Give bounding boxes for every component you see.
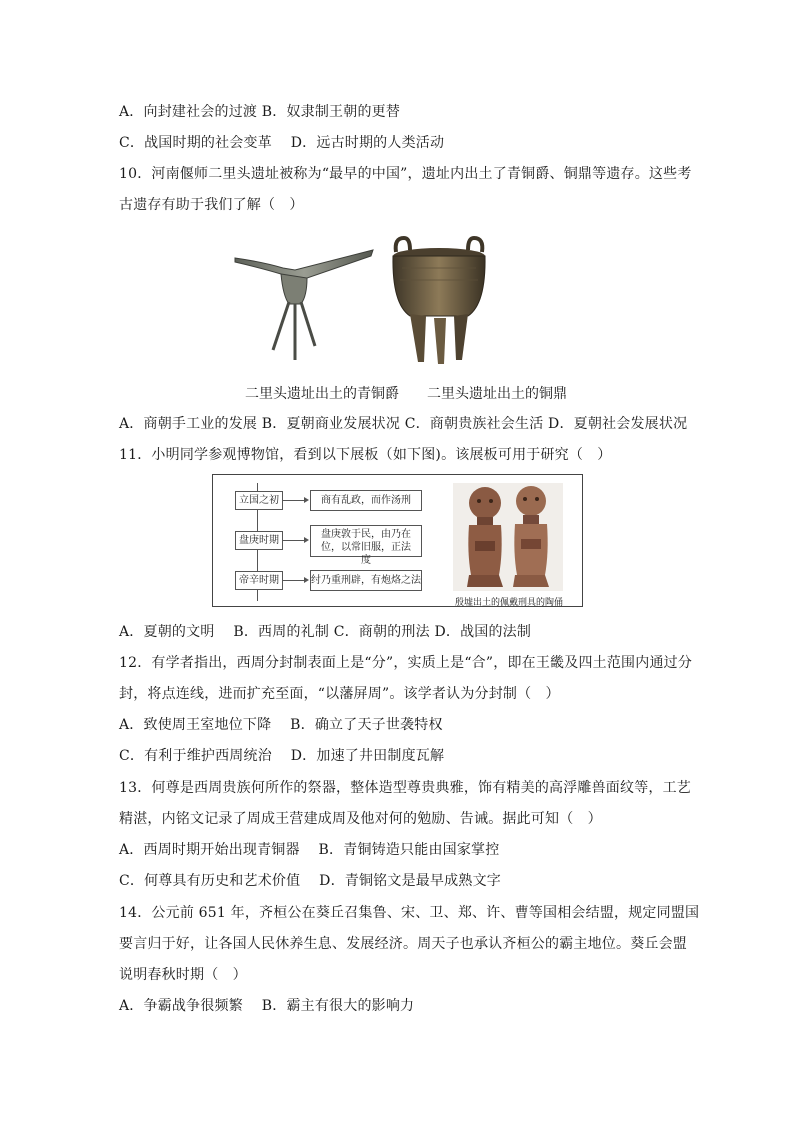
bronze-jue-image xyxy=(233,238,375,362)
ding-caption: 二里头遗址出土的铜鼎 xyxy=(427,386,567,402)
museum-display-board xyxy=(212,474,583,607)
q12-stem-line1: 12．有学者指出，西周分封制表面上是“分”，实质上是“合”，即在王畿及四土范围内通过分 xyxy=(119,655,693,671)
q10-stem-line2: 古遗存有助于我们了解（ ） xyxy=(119,197,304,213)
event-box-dixin: 纣乃重刑辟，有炮烙之法 xyxy=(310,570,422,591)
q14-options-ab: A．争霸战争很频繁 B．霸主有很大的影响力 xyxy=(119,998,415,1014)
q13-stem-line1: 13．何尊是西周贵族何所作的祭器，整体造型尊贵典雅，饰有精美的高浮雕兽面纹等，工艺 xyxy=(119,780,692,796)
q9-options-cd: C．战国时期的社会变革 D．远古时期的人类活动 xyxy=(119,135,445,151)
figurines-caption: 殷墟出土的佩戴刑具的陶俑 xyxy=(455,598,564,608)
connector-line xyxy=(283,540,305,541)
q12-stem-line2: 封，将点连线，进而扩充至面，“以藩屏周”。该学者认为分封制（ ） xyxy=(119,686,560,702)
q9-options-ab: A．向封建社会的过渡 B．奴隶制王朝的更替 xyxy=(119,104,401,120)
bronze-ding-image xyxy=(388,234,490,366)
jue-caption: 二里头遗址出土的青铜爵 xyxy=(245,386,399,402)
q10-options: A．商朝手工业的发展 B．夏朝商业发展状况 C．商朝贵族社会生活 D．夏朝社会发展状况 xyxy=(119,416,688,432)
q10-stem-line1: 10．河南偃师二里头遗址被称为“最早的中国”，遗址内出土了青铜爵、铜鼎等遗存。这些考 xyxy=(119,166,692,182)
q13-options-cd: C．何尊具有历史和艺术价值 D．青铜铭文是最早成熟文字 xyxy=(119,873,501,889)
q13-stem-line2: 精湛，内铭文记录了周成王营建成周及他对何的勉励、告诫。据此可知（ ） xyxy=(119,811,602,827)
event-box-founding: 商有乱政，而作汤刑 xyxy=(310,490,422,511)
stage-box-dixin: 帝辛时期 xyxy=(235,571,283,590)
stage-box-pangeng: 盘庚时期 xyxy=(235,531,283,550)
connector-line xyxy=(283,500,305,501)
q14-stem-line2: 要言归于好，让各国人民休养生息、发展经济。周天子也承认齐桓公的霸主地位。葵丘会盟 xyxy=(119,936,687,952)
q14-stem-line1: 14．公元前 651 年，齐桓公在葵丘召集鲁、宋、卫、郑、许、曹等国相会结盟，规定同盟国 xyxy=(119,905,700,921)
q13-options-ab: A．西周时期开始出现青铜器 B．青铜铸造只能由国家掌控 xyxy=(119,842,500,858)
arrow-icon xyxy=(304,537,309,543)
q12-options-ab: A．致使周王室地位下降 B．确立了天子世袭特权 xyxy=(119,717,443,733)
arrow-icon xyxy=(304,577,309,583)
event-box-pangeng: 盘庚敦于民，由乃在位，以常旧服，正法度 xyxy=(310,525,422,557)
pottery-figurines-image xyxy=(453,483,563,591)
q12-options-cd: C．有利于维护西周统治 D．加速了井田制度瓦解 xyxy=(119,748,445,764)
stage-box-founding: 立国之初 xyxy=(235,491,283,510)
connector-line xyxy=(283,580,305,581)
q11-options: A．夏朝的文明 B．西周的礼制 C．商朝的刑法 D．战国的法制 xyxy=(119,624,532,640)
q11-stem: 11．小明同学参观博物馆，看到以下展板（如下图)。该展板可用于研究（ ） xyxy=(119,447,612,463)
q14-stem-line3: 说明春秋时期（ ） xyxy=(119,967,247,983)
arrow-icon xyxy=(304,497,309,503)
